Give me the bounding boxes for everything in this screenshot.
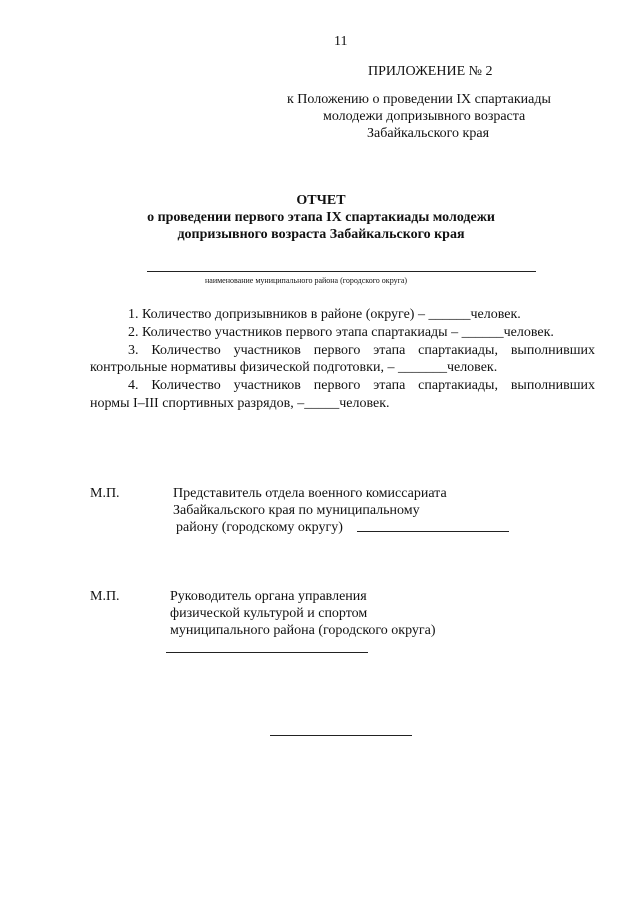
stamp-place-label: М.П. — [90, 486, 120, 501]
signatory-title: району (городскому округу) — [176, 520, 343, 535]
report-subtitle: допризывного возраста Забайкальского края — [177, 227, 465, 242]
signatory-title: Руководитель органа управления — [170, 589, 367, 604]
district-caption: наименование муниципального района (городского округа) — [205, 276, 408, 285]
page-number: 11 — [334, 34, 348, 49]
appendix-title: ПРИЛОЖЕНИЕ № 2 — [368, 64, 493, 79]
list-item-continuation: нормы I–III спортивных разрядов, –_____человек. — [90, 396, 390, 411]
list-item: 2. Количество участников первого этапа спартакиады – ______человек. — [128, 325, 554, 340]
signature-line[interactable] — [166, 652, 368, 653]
end-of-document-line — [270, 735, 412, 736]
list-item-continuation: контрольные нормативы физической подготовки, – _______человек. — [90, 360, 498, 375]
list-item: 3. Количество участников первого этапа спартакиады, выполнивших — [128, 343, 595, 358]
signatory-title: физической культурой и спортом — [170, 606, 368, 621]
district-name-blank[interactable] — [147, 271, 536, 272]
appendix-line: Забайкальского края — [367, 126, 490, 141]
signature-line[interactable] — [357, 531, 509, 532]
signatory-title: Забайкальского края по муниципальному — [173, 503, 420, 518]
appendix-line: к Положению о проведении IX спартакиады — [287, 92, 551, 107]
report-title: ОТЧЕТ — [296, 193, 346, 208]
appendix-line: молодежи допризывного возраста — [323, 109, 526, 124]
signatory-title: Представитель отдела военного комиссариата — [173, 486, 447, 501]
stamp-place-label: М.П. — [90, 589, 120, 604]
list-item: 1. Количество допризывников в районе (округе) – ______человек. — [128, 307, 521, 322]
signatory-title: муниципального района (городского округа) — [170, 623, 436, 638]
report-subtitle: о проведении первого этапа IX спартакиады молодежи — [147, 210, 495, 225]
list-item: 4. Количество участников первого этапа спартакиады, выполнивших — [128, 378, 595, 393]
